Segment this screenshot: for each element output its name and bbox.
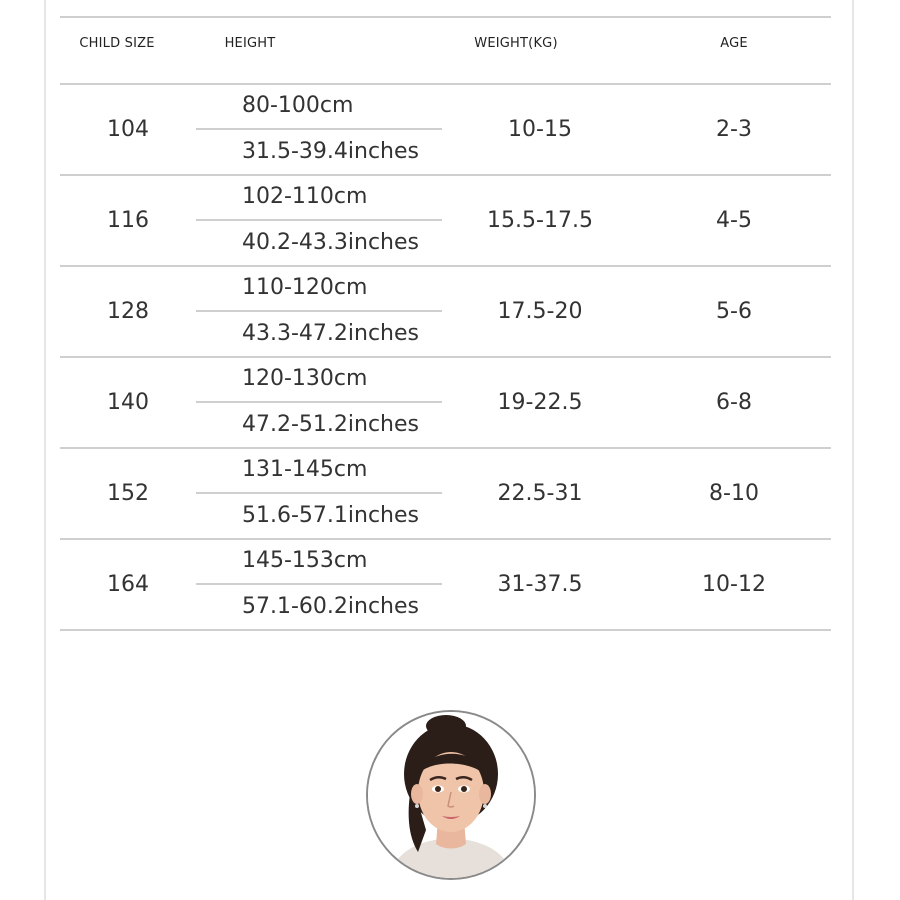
weight-cell: 19-22.5 — [497, 389, 583, 415]
age-cell: 8-10 — [709, 480, 759, 506]
row-divider — [60, 174, 831, 176]
height-inches-cell: 47.2-51.2inches — [242, 412, 419, 437]
header-weight: WEIGHT(KG) — [474, 36, 558, 51]
row-divider — [60, 538, 831, 540]
weight-cell: 15.5-17.5 — [487, 207, 593, 233]
age-cell: 10-12 — [702, 571, 766, 597]
size-cell: 104 — [107, 116, 149, 142]
child-model-avatar — [366, 710, 536, 880]
height-split-divider — [196, 492, 442, 494]
row-divider — [60, 356, 831, 358]
height-cm-cell: 145-153cm — [242, 548, 368, 573]
height-inches-cell: 57.1-60.2inches — [242, 594, 419, 619]
age-cell: 2-3 — [716, 116, 752, 142]
size-cell: 128 — [107, 298, 149, 324]
height-cm-cell: 102-110cm — [242, 184, 368, 209]
height-inches-cell: 51.6-57.1inches — [242, 503, 419, 528]
table-top-rule — [60, 16, 831, 18]
page-frame-left — [44, 0, 46, 900]
row-divider — [60, 447, 831, 449]
page-frame-right — [852, 0, 854, 900]
height-split-divider — [196, 401, 442, 403]
header-age: AGE — [720, 36, 748, 51]
height-cm-cell: 110-120cm — [242, 275, 368, 300]
row-divider — [60, 83, 831, 85]
weight-cell: 22.5-31 — [497, 480, 583, 506]
weight-cell: 10-15 — [508, 116, 572, 142]
weight-cell: 17.5-20 — [497, 298, 583, 324]
height-cm-cell: 120-130cm — [242, 366, 368, 391]
age-cell: 6-8 — [716, 389, 752, 415]
child-model-portrait-icon — [368, 712, 534, 878]
age-cell: 5-6 — [716, 298, 752, 324]
height-inches-cell: 40.2-43.3inches — [242, 230, 419, 255]
height-split-divider — [196, 310, 442, 312]
weight-cell: 31-37.5 — [497, 571, 583, 597]
header-height: HEIGHT — [224, 36, 276, 51]
height-inches-cell: 43.3-47.2inches — [242, 321, 419, 346]
table-bottom-rule — [60, 629, 831, 631]
height-split-divider — [196, 219, 442, 221]
size-cell: 116 — [107, 207, 149, 233]
height-split-divider — [196, 583, 442, 585]
size-cell: 164 — [107, 571, 149, 597]
size-cell: 152 — [107, 480, 149, 506]
height-split-divider — [196, 128, 442, 130]
header-child-size: CHILD SIZE — [79, 36, 155, 51]
row-divider — [60, 265, 831, 267]
size-cell: 140 — [107, 389, 149, 415]
age-cell: 4-5 — [716, 207, 752, 233]
height-cm-cell: 80-100cm — [242, 93, 354, 118]
height-inches-cell: 31.5-39.4inches — [242, 139, 419, 164]
height-cm-cell: 131-145cm — [242, 457, 368, 482]
